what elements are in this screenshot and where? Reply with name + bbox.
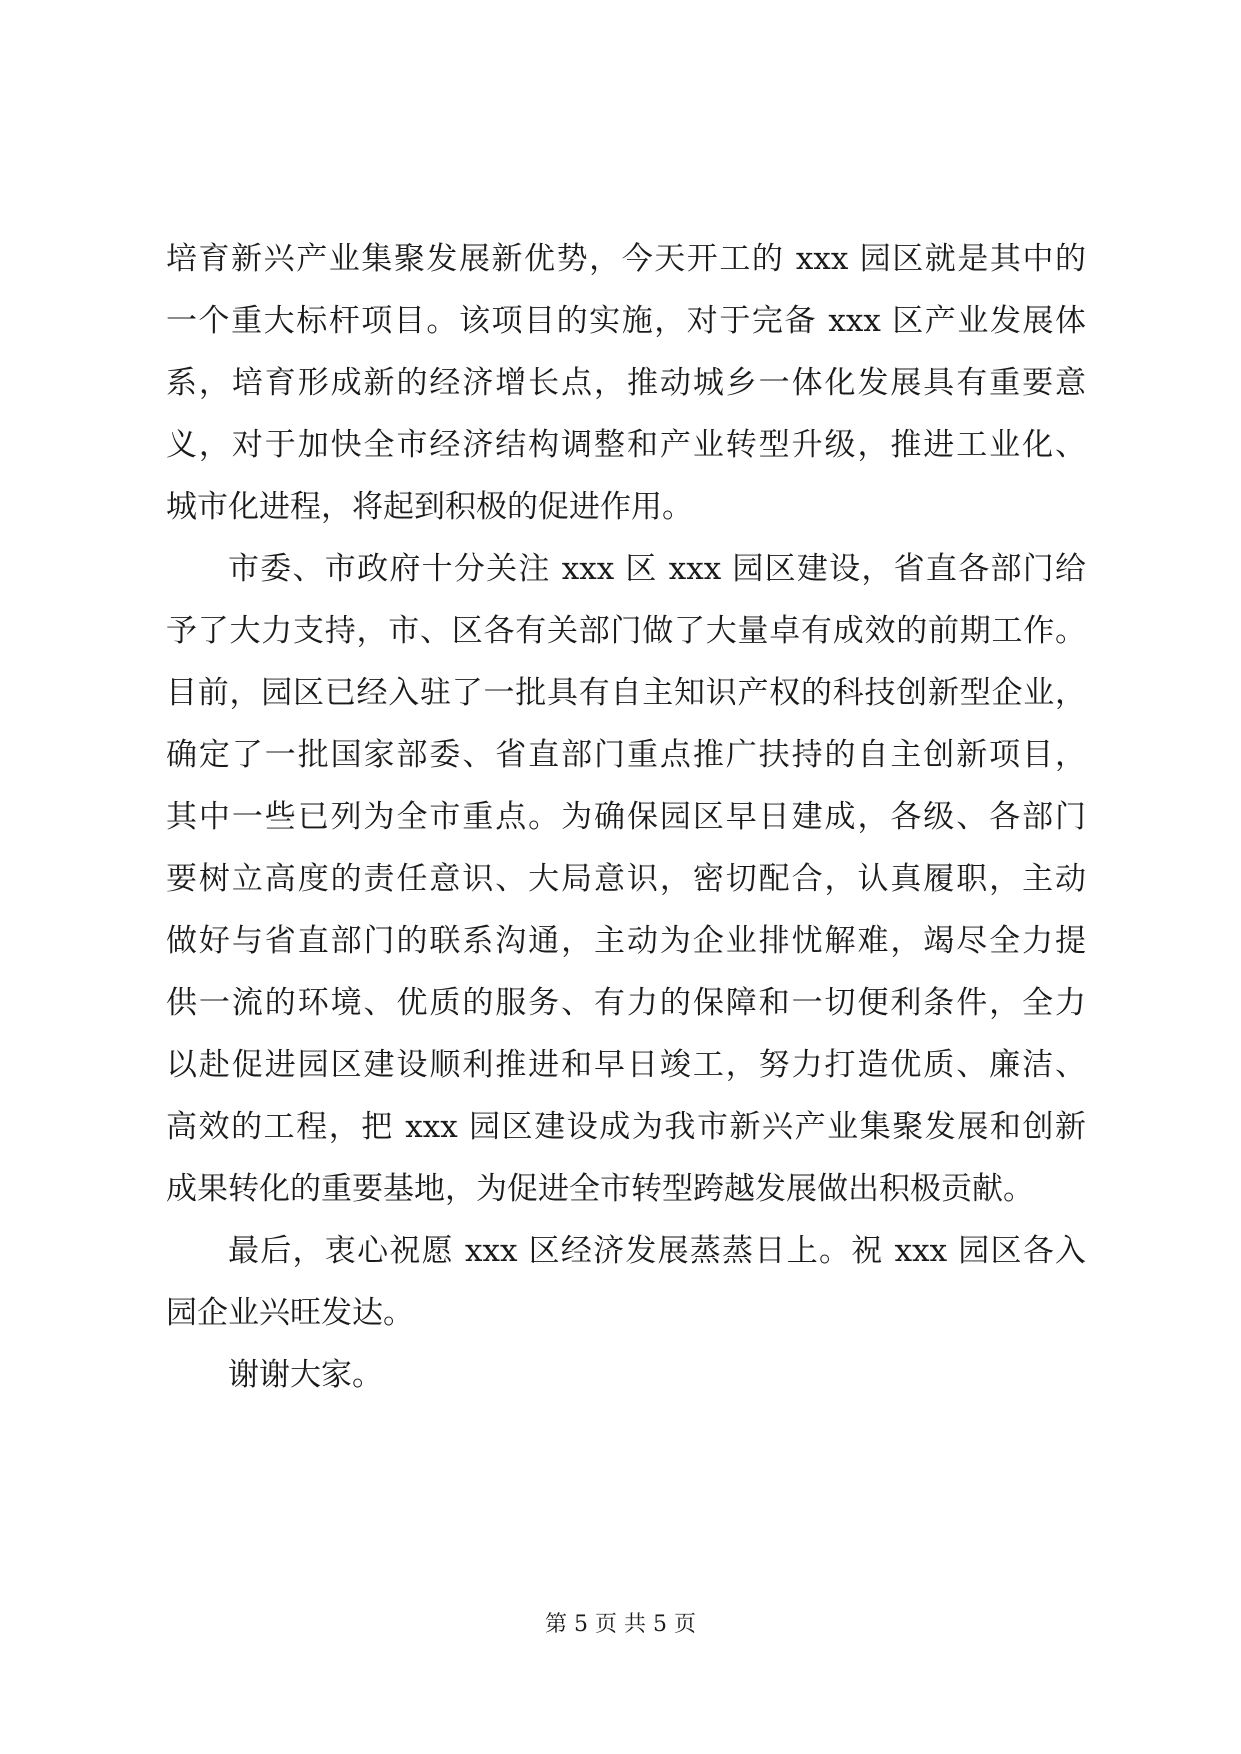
text-line: 成果转化的重要基地，为促进全市转型跨越发展做出积极贡献。 bbox=[166, 1171, 1034, 1207]
text-line: 谢谢大家。 bbox=[228, 1357, 383, 1393]
text-line: 城市化进程，将起到积极的促进作用。 bbox=[166, 489, 693, 525]
text-line: 供一流的环境、优质的服务、有力的保障和一切便利条件，全力 bbox=[166, 985, 1086, 1021]
text-line: 要树立高度的责任意识、大局意识，密切配合，认真履职，主动 bbox=[166, 861, 1086, 897]
text-line: 高效的工程，把 xxx 园区建设成为我市新兴产业集聚发展和创新 bbox=[166, 1109, 1086, 1145]
text-line: 最后，衷心祝愿 xxx 区经济发展蒸蒸日上。祝 xxx 园区各入 bbox=[228, 1233, 1086, 1269]
text-line: 确定了一批国家部委、省直部门重点推广扶持的自主创新项目， bbox=[166, 737, 1086, 773]
text-line: 市委、市政府十分关注 xxx 区 xxx 园区建设，省直各部门给 bbox=[228, 551, 1086, 587]
text-line: 一个重大标杆项目。该项目的实施，对于完备 xxx 区产业发展体 bbox=[166, 303, 1086, 339]
page-number-footer: 第 5 页 共 5 页 bbox=[545, 1612, 696, 1637]
text-line: 义，对于加快全市经济结构调整和产业转型升级，推进工业化、 bbox=[166, 427, 1086, 463]
text-line: 其中一些已列为全市重点。为确保园区早日建成，各级、各部门 bbox=[166, 799, 1086, 835]
text-line: 做好与省直部门的联系沟通，主动为企业排忧解难，竭尽全力提 bbox=[166, 923, 1086, 959]
text-line: 系，培育形成新的经济增长点，推动城乡一体化发展具有重要意 bbox=[166, 365, 1086, 401]
document-body bbox=[166, 228, 1086, 1406]
text-line: 以赴促进园区建设顺利推进和早日竣工，努力打造优质、廉洁、 bbox=[166, 1047, 1086, 1083]
text-line: 园企业兴旺发达。 bbox=[166, 1295, 414, 1331]
text-line: 培育新兴产业集聚发展新优势，今天开工的 xxx 园区就是其中的 bbox=[166, 241, 1086, 277]
text-line: 予了大力支持，市、区各有关部门做了大量卓有成效的前期工作。 bbox=[166, 613, 1086, 649]
text-line: 目前，园区已经入驻了一批具有自主知识产权的科技创新型企业， bbox=[166, 675, 1086, 711]
